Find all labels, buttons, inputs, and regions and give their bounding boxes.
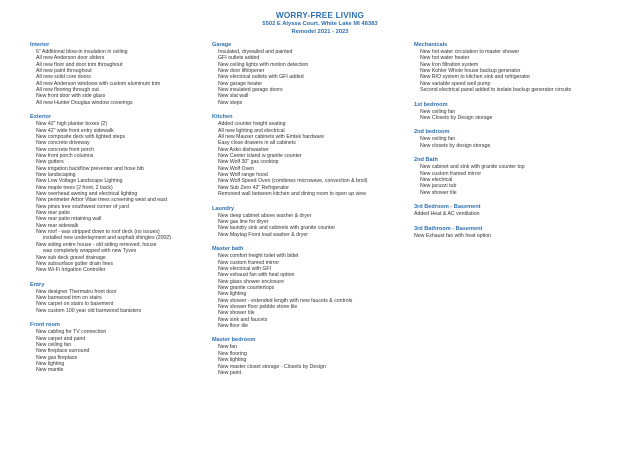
list-item: Second electrical panel added to isolate backup generator circuits xyxy=(420,87,572,94)
list-item: All new Mauser cabinets with Emtek hardware xyxy=(218,133,325,140)
section-2nd-bath xyxy=(414,157,629,196)
list-item: New Center island w granite counter xyxy=(218,153,302,159)
list-item: New flooring xyxy=(218,350,247,357)
section-title: 3rd Bathroom - Basement xyxy=(414,225,483,232)
list-item: New roof - was stripped down to roof deck (no issues) xyxy=(36,229,160,236)
list-item: New 42" wide front entry sidewalk xyxy=(36,127,114,134)
list-item: New Iron filtration system xyxy=(420,61,479,68)
list-item: New rear patio xyxy=(36,210,70,217)
list-item: New Wi-Fi Irrigation Controller xyxy=(36,267,106,274)
section-title: Kitchen xyxy=(212,114,233,121)
list-item: New concrete driveway xyxy=(36,140,90,147)
section-master-bath xyxy=(212,246,407,329)
section-title: Entry xyxy=(30,281,45,288)
list-item: New front porch columns xyxy=(36,153,94,159)
list-item: installed new underlayment and asphalt shingles (2002) xyxy=(43,235,172,242)
list-item: New Asko dishwasher xyxy=(218,146,269,153)
section-interior xyxy=(30,42,205,106)
list-item: New deep cabinet above washer & dryer xyxy=(218,212,312,219)
list-item: New carpet and paint xyxy=(36,335,86,342)
column-middle xyxy=(212,42,407,384)
list-item: New R/O system to kitchen sink and refrigerator xyxy=(420,74,531,81)
list-item: Added Heat & AC ventilation xyxy=(414,211,480,218)
list-item: New hot water heater xyxy=(420,55,470,62)
list-item: New jacuzzi tub xyxy=(420,183,457,190)
section-2nd-bedroom xyxy=(414,129,629,149)
list-item: GFI outlets added xyxy=(218,55,260,62)
list-item: New sub deck gravel drainage xyxy=(36,254,106,261)
list-item: New variable speed well pump xyxy=(420,80,491,87)
list-item: New irrigation backflow preventer and hose bib xyxy=(36,165,144,172)
list-item: New garage heater xyxy=(218,80,263,87)
section-title: Front room xyxy=(30,322,60,329)
section-3rd-bathroom-basement xyxy=(414,226,629,239)
list-item: was completely wrapped with new Tyvex xyxy=(43,248,137,255)
list-item: New glass shower enclosure xyxy=(218,278,285,285)
list-item: New electrical xyxy=(420,177,453,184)
list-item: New cabling for TV connection xyxy=(36,329,107,336)
list-item: All new solid core doors xyxy=(36,74,91,81)
section-title: 3rd Bedroom - Basement xyxy=(414,204,481,211)
list-item: New custom framed mirror xyxy=(420,170,482,177)
section-title: 2nd Bath xyxy=(414,157,438,164)
list-item: New front door with side glass xyxy=(36,93,106,100)
list-item: New ceiling lights with motion detection xyxy=(218,61,309,68)
section-title: Garage xyxy=(212,42,232,48)
list-item: New landscaping xyxy=(36,172,76,179)
list-item: New Closets by Design storage xyxy=(420,114,493,121)
list-item: New designer Thermatru front door xyxy=(36,288,117,295)
list-item: New comfort height toilet with bidet xyxy=(218,253,299,260)
column-left xyxy=(30,42,205,382)
list-item: New perimeter Arbor Vitae trees screening west and east xyxy=(36,197,168,204)
list-item: New gas fireplace xyxy=(36,354,78,361)
list-item: New lighting xyxy=(218,291,247,298)
list-item: All new Hunter Douglas window coverings xyxy=(36,99,133,106)
list-item: All new Anderson door sliders xyxy=(36,55,105,62)
list-item: New Wolf 30" gas cooktop xyxy=(218,159,279,166)
list-item: New lighting xyxy=(218,357,247,364)
list-item: New shower tile xyxy=(420,189,457,196)
section-kitchen xyxy=(212,114,407,197)
list-item: New rear sidewalk xyxy=(36,222,79,229)
list-item: New carpet on stairs to basement xyxy=(36,301,114,308)
list-item: New subsurface gutter drain lines xyxy=(36,260,113,267)
list-item: Added counter height seating xyxy=(218,121,286,128)
list-item: New closets by design storage xyxy=(420,142,491,149)
section-front-room xyxy=(30,322,205,373)
list-item: New Wolf range hood xyxy=(218,172,268,179)
list-item: New maple trees (2 front, 2 back) xyxy=(36,184,113,191)
list-item: New granite countertops xyxy=(218,284,275,291)
list-item: New shower floor pebble stone tile xyxy=(218,303,298,310)
property-address: 5502 E Alyssa Court, White Lake MI 48383 xyxy=(262,21,378,27)
list-item: New pines tree southwest corner of yard xyxy=(36,203,129,210)
list-item: All new floor and door trim throughout xyxy=(36,61,123,68)
document-header xyxy=(0,11,640,36)
list-item: Removed wall between kitchen and dining room to open up view xyxy=(218,191,366,198)
section-1st-bedroom xyxy=(414,102,629,122)
list-item: New siding entire house - old siding removed, house xyxy=(36,241,157,248)
section-exterior xyxy=(30,114,205,273)
column-right xyxy=(414,42,629,247)
section-title: Interior xyxy=(30,42,50,48)
section-garage xyxy=(212,42,407,106)
list-item: New barnwood trim on stairs xyxy=(36,295,102,302)
list-item: New lighting xyxy=(36,361,65,367)
list-item: All new lighting and electrical xyxy=(218,127,285,134)
list-item: New shower - extended length with new faucets & controls xyxy=(218,297,353,304)
list-item: New Kohler Whole house backup generator xyxy=(420,68,521,75)
list-item: New ceiling fan xyxy=(420,136,456,143)
list-item: New custom framed mirror xyxy=(218,259,280,266)
list-item: New Wolf Speed Oven (combines microwave, convection & broil) xyxy=(218,178,368,185)
list-item: New custom 100 year old barnwood banisters xyxy=(36,307,142,314)
list-item: Insulated, drywalled and painted xyxy=(218,49,293,55)
list-item: New door lift/opener xyxy=(218,68,265,75)
list-item: New electrical outlets with GFI added xyxy=(218,74,304,81)
list-item: All new paint throughout xyxy=(36,68,92,75)
remodel-dates: Remodel 2021 - 2023 xyxy=(291,28,349,35)
section-entry xyxy=(30,282,205,314)
list-item: New paint xyxy=(218,369,242,376)
list-item: New mantle xyxy=(36,367,64,374)
list-item: New insulated garage doors xyxy=(218,87,283,94)
list-item: New electrical with GFI xyxy=(218,265,272,272)
list-item: New gas line for dryer xyxy=(218,218,269,225)
list-item: New floor tile xyxy=(218,322,248,329)
section-title: Laundry xyxy=(212,205,235,212)
list-item: New steps xyxy=(218,99,243,106)
list-item: New sink and faucets xyxy=(218,316,268,323)
section-title: Master bedroom xyxy=(212,337,256,344)
list-item: New composite deck with lighted steps xyxy=(36,133,126,140)
list-item: New laundry sink and cabinets with granite counter xyxy=(218,225,336,232)
section-3rd-bedroom-basement xyxy=(414,204,629,217)
list-item: New overhead awning and electrical lighting xyxy=(36,191,138,198)
list-item: New master closet storage - Closets by Design xyxy=(218,363,326,370)
document-title: WORRY-FREE LIVING xyxy=(275,11,365,20)
list-item: New gutters xyxy=(36,159,64,166)
list-item: New Low Voltage Landscape Lighting xyxy=(36,178,123,185)
list-item: New rear patio retaining wall xyxy=(36,216,102,223)
list-item: New Sub Zero 42" Refrigerator xyxy=(218,184,290,191)
list-item: New ceiling fan xyxy=(420,108,456,115)
list-item: New slat wall xyxy=(218,93,249,100)
list-item: New cabinet and sink with granite counter top xyxy=(420,164,525,171)
section-title: Master bath xyxy=(212,246,244,253)
section-title: Exterior xyxy=(30,114,52,121)
list-item: All new flooring through out xyxy=(36,87,99,94)
list-item: New Wolf Oven xyxy=(218,165,254,172)
list-item: New exhaust fan with heat option xyxy=(218,272,295,279)
list-item: New Maytag Front load washer & dryer xyxy=(218,231,308,238)
section-title: 2nd bedroom xyxy=(414,129,450,136)
list-item: New fireplace surround xyxy=(36,348,90,355)
section-laundry xyxy=(212,206,407,238)
section-mechanicals xyxy=(414,42,629,93)
list-item: New ceiling fan xyxy=(36,341,72,348)
list-item: Easy close drawers in all cabinets xyxy=(218,140,296,147)
section-master-bedroom xyxy=(212,337,407,376)
list-item: New hot water circulation to master shower xyxy=(420,49,520,55)
section-title: 1st bedroom xyxy=(414,101,448,108)
section-title: Mechanicals xyxy=(414,42,448,48)
list-item: New shower tile xyxy=(218,310,255,317)
list-item: 6" Additional blow-in insulation in ceiling xyxy=(36,49,128,55)
list-item: New fan xyxy=(218,344,238,351)
list-item: All new Anderson windows with custom aluminum trim xyxy=(36,80,161,87)
list-item: New Exhaust fan with heat option xyxy=(414,232,491,239)
list-item: New 42" high planter boxes (2) xyxy=(36,121,108,128)
list-item: New concrete front porch xyxy=(36,146,94,153)
